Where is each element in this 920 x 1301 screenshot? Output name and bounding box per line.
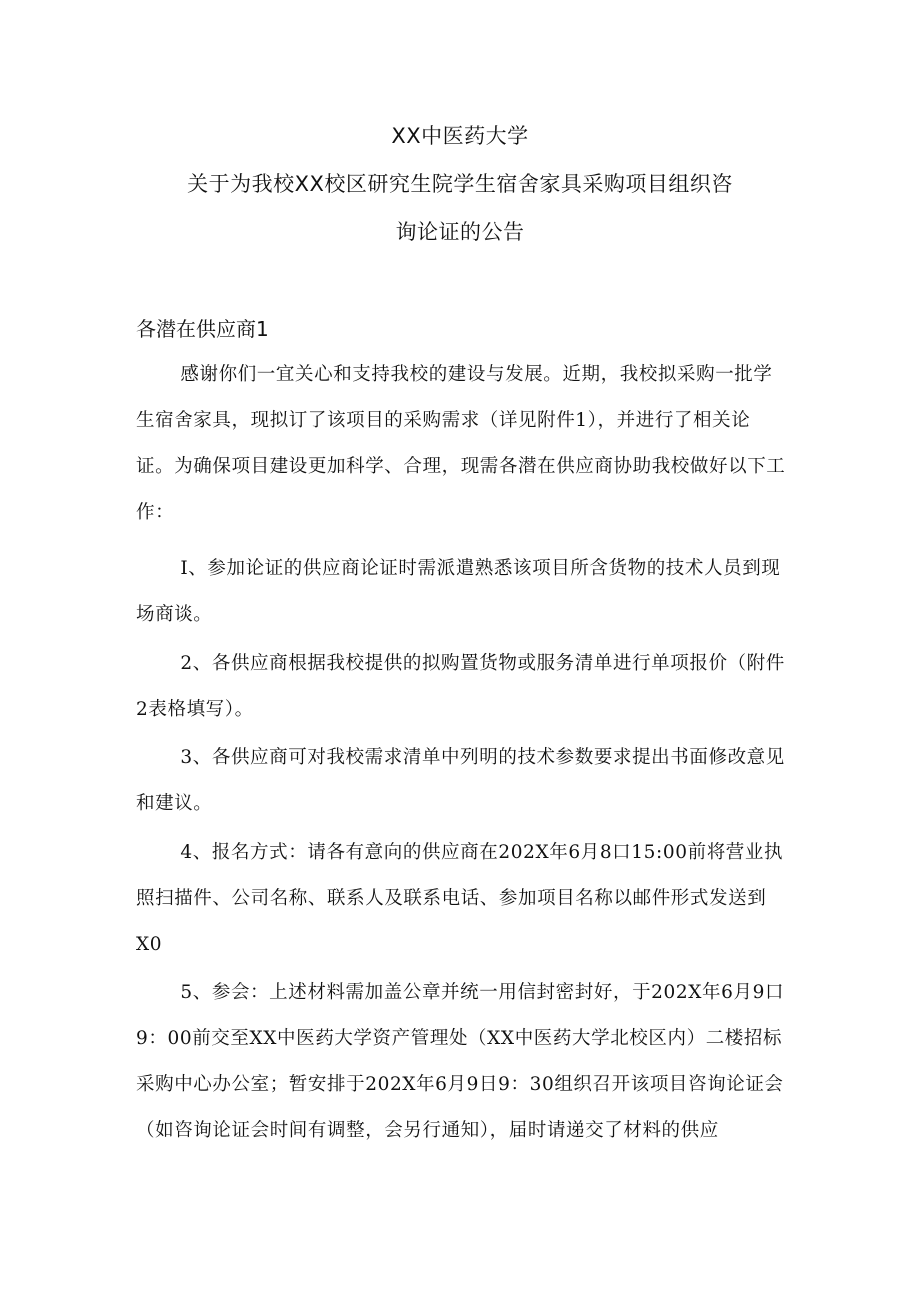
intro-paragraph: 感谢你们一宜关心和支持我校的建设与发展。近期，我校拟采购一批学生宿舍家具，现拟订了该项目的采购需求（详见附件1），并进行了相关论证。为确保项目建设更加科学、合理，现需各潜在供应商协助我校做好以下工作： <box>136 364 786 523</box>
salutation: 各潜在供应商1 <box>136 317 269 341</box>
item-1-paragraph: I、参加论证的供应商论证时需派遣熟悉该项目所含货物的技术人员到现场商谈。 <box>136 558 781 625</box>
item-2-paragraph: 2、各供应商根据我校提供的拟购置货物或服务清单进行单项报价（附件2表格填写）。 <box>136 653 785 720</box>
item-5-paragraph: 5、参会：上述材料需加盖公章并统一用信封密封好，于202X年6月9口9：00前交至XX中医药大学资产管理处（XX中医药大学北校区内）二楼招标采购中心办公室；暂安排于202X年6月9日9：30组织召开该项目咨询论证会（如咨询论证会时间有调整，会另行通知），届时请递交了材料的供应 <box>136 982 785 1141</box>
item-3-paragraph: 3、各供应商可对我校需求清单中列明的技术参数要求提出书面修改意见和建议。 <box>136 747 785 814</box>
document-title-university: XX中医药大学 <box>391 124 529 148</box>
item-4-paragraph: 4、报名方式：请各有意向的供应商在202X年6月8口15:00前将营业执照扫描件、公司名称、联系人及联系电话、参加项目名称以邮件形式发送到X0 <box>136 842 784 955</box>
document-title-line3: 询论证的公告 <box>395 220 525 244</box>
document-title-line2: 关于为我校XX校区研究生院学生宿舍家具采购项目组织咨 <box>187 172 733 196</box>
